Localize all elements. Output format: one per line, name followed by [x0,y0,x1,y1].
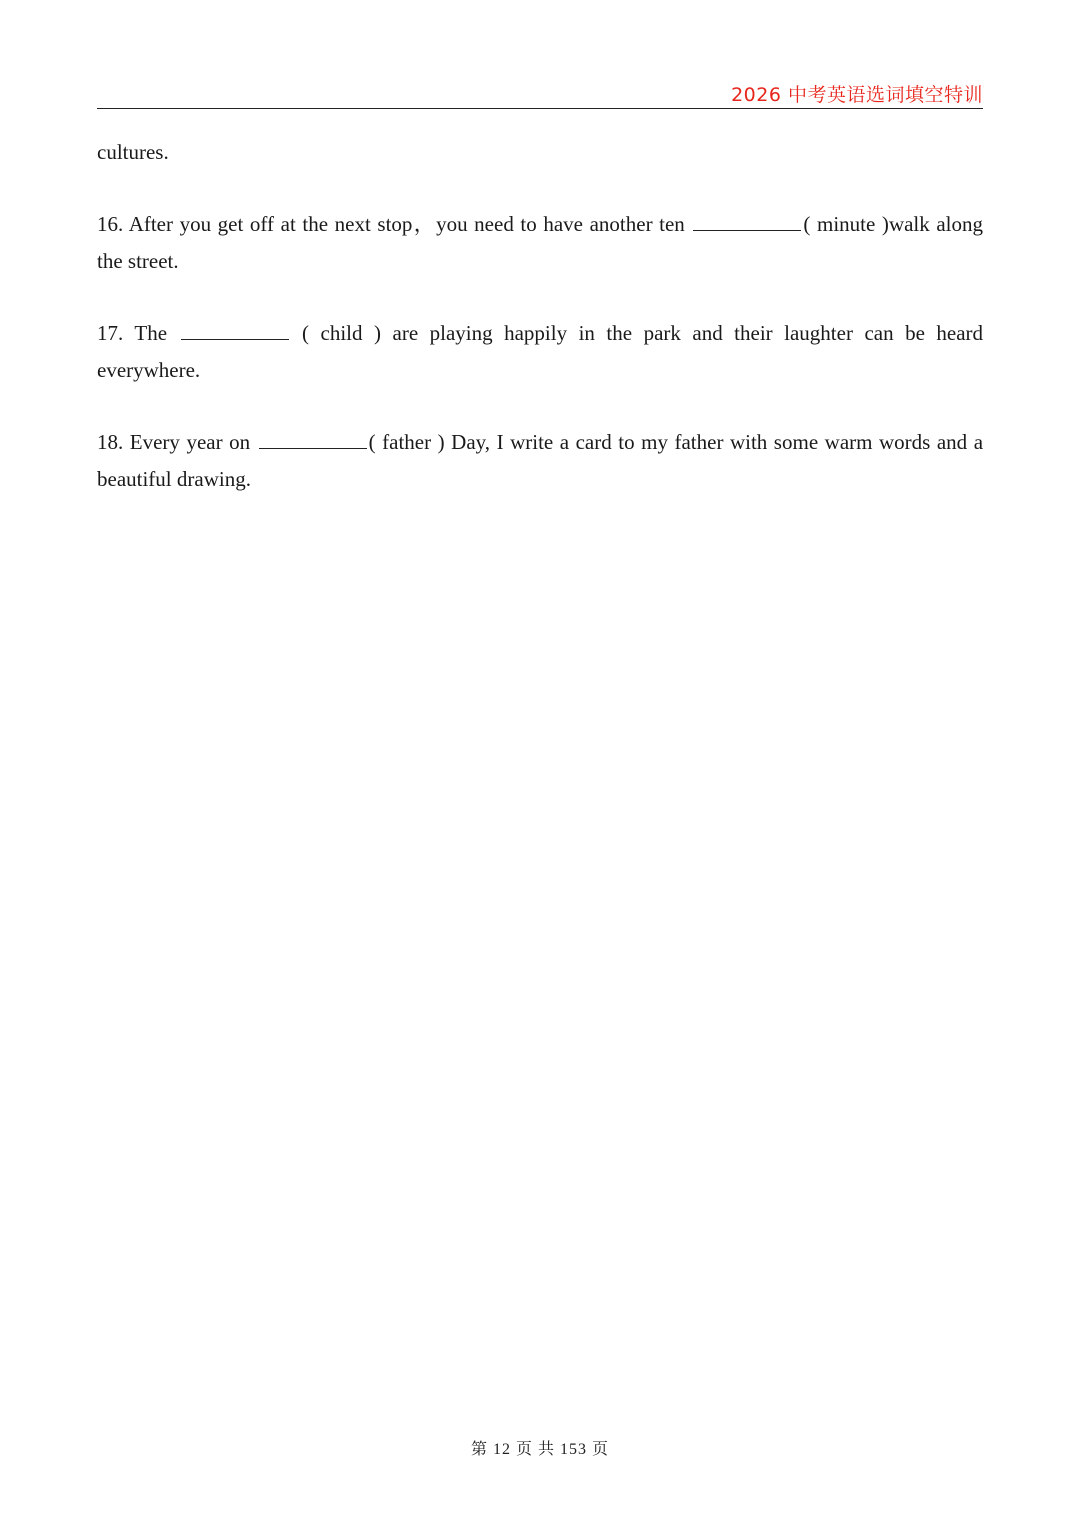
page-number: 第 12 页 共 153 页 [470,1441,609,1458]
question-number: 16. [97,212,124,236]
question-number: 18. [97,430,124,454]
question-text-after: walk along the street. [97,212,984,273]
answer-blank[interactable] [693,229,801,231]
header-title: 2026 中考英语选词填空特训 [731,84,983,106]
continuation-text: cultures. [97,140,169,164]
question-text-before: Every year on [129,430,251,454]
question-18 [97,424,983,498]
question-16 [97,206,983,280]
page-content [97,134,983,533]
question-17 [97,315,983,389]
answer-blank[interactable] [181,338,289,340]
question-text-before: After you get off at the next stop，you need to have another ten [128,212,685,236]
question-text-after: are playing happily in the park and their laughter can be heard everywhere. [97,321,984,382]
page-footer [0,1436,1080,1459]
page-header [97,78,983,109]
question-text-before: The [134,321,168,345]
question-number: 17. [97,321,124,345]
word-hint: ( minute ) [803,212,889,236]
question-text-after: Day, I write a card to my father with some warm words and a beautiful drawing. [97,430,984,491]
word-hint: ( child ) [302,321,381,345]
word-hint: ( father ) [368,430,445,454]
answer-blank[interactable] [259,447,367,449]
